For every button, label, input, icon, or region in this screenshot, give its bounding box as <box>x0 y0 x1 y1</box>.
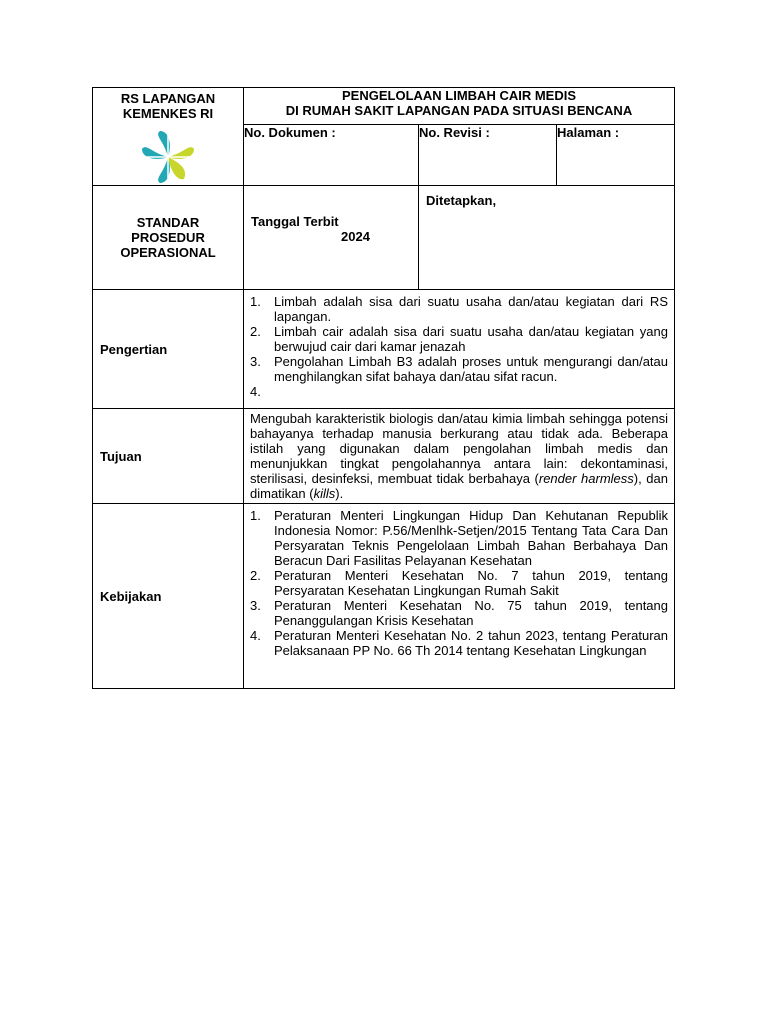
kebijakan-item-number: 1. <box>250 508 261 523</box>
sop-label-line-2: PROSEDUR <box>131 230 205 245</box>
no-dokumen-label: No. Dokumen : <box>244 124 419 185</box>
pengertian-item <box>244 384 668 399</box>
title-line-1: PENGELOLAAN LIMBAH CAIR MEDIS <box>342 88 576 103</box>
kebijakan-label: Kebijakan <box>93 504 244 689</box>
kebijakan-item-number: 2. <box>250 568 261 583</box>
tujuan-content <box>244 409 675 504</box>
kebijakan-list <box>244 504 674 660</box>
kebijakan-item-text: Peraturan Menteri Kesehatan No. 7 tahun 2019, tentang Persyaratan Kesehatan Lingkungan Rumah Sakit <box>274 568 668 598</box>
hospital-cell <box>93 88 244 186</box>
kebijakan-content <box>244 504 675 689</box>
hospital-name <box>93 88 243 121</box>
kebijakan-item <box>244 598 668 628</box>
pengertian-label: Pengertian <box>93 290 244 409</box>
sop-label-line-1: STANDAR <box>136 215 200 230</box>
kebijakan-item-text: Peraturan Menteri Lingkungan Hidup Dan Kehutanan Republik Indonesia Nomor: P.56/Menlhk-Setjen/2015 Tentang Tata Cara Dan Persyaratan Teknis Pengelolaan Limbah Bahan Berbahaya Dan Beracun Dari Fasilitas Pelayanan Kesehatan <box>274 508 668 568</box>
pengertian-item-text: Limbah adalah sisa dari suatu usaha dan/atau kegiatan dari RS lapangan. <box>274 294 668 324</box>
sop-label <box>93 186 244 290</box>
hospital-line-2: KEMENKES RI <box>122 106 214 121</box>
sop-label-line-3: OPERASIONAL <box>120 245 216 260</box>
pengertian-item <box>244 294 668 324</box>
tujuan-text: Mengubah karakteristik biologis dan/atau kimia limbah sehingga potensi bahayanya terhadap manusia berkurang atau tidak ada. Beberapa istilah yang digunakan dalam pengolahan limbah medis dan menunjukkan tingkat pengolahannya antara lain: dekontaminasi, sterilisasi, desinfeksi, membuat tidak berbahaya ( <box>250 411 668 486</box>
pengertian-item <box>244 324 668 354</box>
tujuan-text-mid: ), dan dimatikan ( <box>250 471 668 501</box>
halaman-label: Halaman : <box>557 124 675 185</box>
kebijakan-item <box>244 568 668 598</box>
pengertian-item-text: Limbah cair adalah sisa dari suatu usaha dan/atau kegiatan yang berwujud cair dari kamar jenazah <box>274 324 668 354</box>
tujuan-text-end: ). <box>335 486 344 501</box>
kebijakan-item <box>244 508 668 568</box>
pengertian-item-text: Pengolahan Limbah B3 adalah proses untuk mengurangi dan/atau menghilangkan sifat bahaya dan/atau sifat racun. <box>274 354 668 384</box>
tanggal-terbit-cell <box>244 186 419 290</box>
kebijakan-item-text: Peraturan Menteri Kesehatan No. 2 tahun 2023, tentang Peraturan Pelaksanaan PP No. 66 Th 2014 tentang Kesehatan Lingkungan <box>274 628 668 658</box>
kebijakan-item <box>244 628 668 658</box>
pengertian-item <box>244 354 668 384</box>
kebijakan-item-number: 3. <box>250 598 261 613</box>
hospital-line-1: RS LAPANGAN <box>120 91 216 106</box>
kemenkes-logo-icon <box>140 129 196 185</box>
pengertian-list <box>244 290 674 401</box>
tujuan-label: Tujuan <box>93 409 244 504</box>
tanggal-terbit-label: Tanggal Terbit <box>251 214 339 229</box>
pengertian-item-number: 2. <box>250 324 261 339</box>
pengertian-content <box>244 290 675 409</box>
kebijakan-item-number: 4. <box>250 628 261 643</box>
tanggal-terbit-year: 2024 <box>341 229 370 244</box>
tujuan-italic-render-harmless: render harmless <box>538 471 634 486</box>
document-title <box>244 88 675 125</box>
tujuan-italic-kills: kills <box>313 486 336 501</box>
ditetapkan-cell: Ditetapkan, <box>419 186 675 290</box>
sop-document-table <box>92 87 675 689</box>
no-revisi-label: No. Revisi : <box>419 124 557 185</box>
pengertian-item-number: 4. <box>250 384 261 399</box>
pengertian-item-number: 3. <box>250 354 261 369</box>
kebijakan-item-text: Peraturan Menteri Kesehatan No. 75 tahun 2019, tentang Penanggulangan Krisis Kesehatan <box>274 598 668 628</box>
pengertian-item-number: 1. <box>250 294 261 309</box>
title-line-2: DI RUMAH SAKIT LAPANGAN PADA SITUASI BENCANA <box>285 103 633 118</box>
pengertian-item-text <box>274 384 278 399</box>
